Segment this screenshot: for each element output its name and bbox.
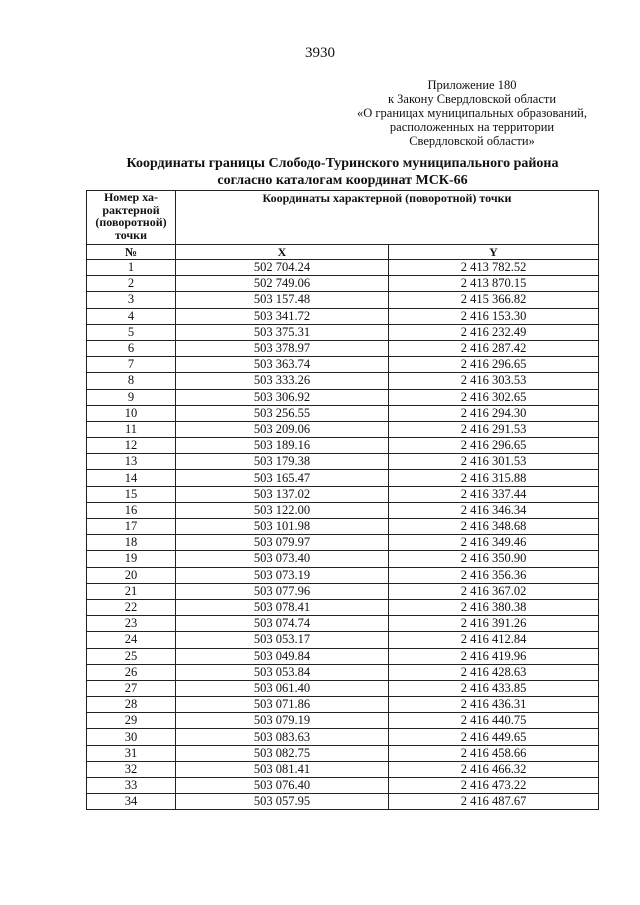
table-subheader-row (87, 245, 599, 260)
table-row (87, 389, 599, 405)
cell-x: 503 053.17 (176, 632, 389, 648)
cell-point-number: 8 (87, 373, 176, 389)
cell-y: 2 416 466.32 (389, 761, 599, 777)
cell-y: 2 416 436.31 (389, 697, 599, 713)
cell-y: 2 416 153.30 (389, 308, 599, 324)
table-row (87, 454, 599, 470)
table-row (87, 616, 599, 632)
table-header-row (87, 191, 599, 245)
appendix-line: Свердловской области» (409, 134, 535, 148)
cell-x: 503 256.55 (176, 405, 389, 421)
table-row (87, 470, 599, 486)
cell-x: 503 137.02 (176, 486, 389, 502)
cell-y: 2 416 419.96 (389, 648, 599, 664)
table-row (87, 486, 599, 502)
column-number: № (87, 245, 176, 260)
cell-x: 502 749.06 (176, 276, 389, 292)
column-x: X (176, 245, 389, 260)
cell-point-number: 17 (87, 519, 176, 535)
cell-point-number: 4 (87, 308, 176, 324)
cell-point-number: 11 (87, 421, 176, 437)
cell-x: 503 057.95 (176, 794, 389, 810)
cell-y: 2 416 287.42 (389, 340, 599, 356)
cell-y: 2 416 315.88 (389, 470, 599, 486)
cell-x: 503 101.98 (176, 519, 389, 535)
appendix-note (357, 78, 587, 148)
cell-y: 2 415 366.82 (389, 292, 599, 308)
cell-point-number: 29 (87, 713, 176, 729)
cell-point-number: 19 (87, 551, 176, 567)
cell-point-number: 1 (87, 260, 176, 276)
cell-x: 503 306.92 (176, 389, 389, 405)
table-row (87, 551, 599, 567)
cell-y: 2 416 367.02 (389, 583, 599, 599)
table-row (87, 373, 599, 389)
cell-y: 2 416 296.65 (389, 438, 599, 454)
cell-y: 2 416 380.38 (389, 599, 599, 615)
cell-point-number: 34 (87, 794, 176, 810)
cell-x: 503 165.47 (176, 470, 389, 486)
table-row (87, 761, 599, 777)
cell-point-number: 33 (87, 778, 176, 794)
cell-x: 503 363.74 (176, 357, 389, 373)
cell-y: 2 416 296.65 (389, 357, 599, 373)
cell-point-number: 13 (87, 454, 176, 470)
cell-y: 2 416 346.34 (389, 502, 599, 518)
table-row (87, 421, 599, 437)
cell-y: 2 416 487.67 (389, 794, 599, 810)
cell-point-number: 7 (87, 357, 176, 373)
cell-x: 503 079.19 (176, 713, 389, 729)
cell-y: 2 416 433.85 (389, 680, 599, 696)
table-row (87, 713, 599, 729)
cell-x: 503 209.06 (176, 421, 389, 437)
cell-x: 503 081.41 (176, 761, 389, 777)
table-row (87, 729, 599, 745)
cell-x: 503 083.63 (176, 729, 389, 745)
cell-y: 2 416 449.65 (389, 729, 599, 745)
cell-y: 2 416 440.75 (389, 713, 599, 729)
cell-point-number: 26 (87, 664, 176, 680)
table-row (87, 745, 599, 761)
appendix-line: «О границах муниципальных образований, (357, 106, 587, 120)
cell-x: 503 071.86 (176, 697, 389, 713)
cell-point-number: 27 (87, 680, 176, 696)
cell-point-number: 24 (87, 632, 176, 648)
cell-y: 2 416 337.44 (389, 486, 599, 502)
table-row (87, 697, 599, 713)
cell-point-number: 5 (87, 324, 176, 340)
cell-point-number: 28 (87, 697, 176, 713)
cell-point-number: 30 (87, 729, 176, 745)
cell-x: 503 341.72 (176, 308, 389, 324)
appendix-line: Приложение 180 (427, 78, 517, 92)
cell-x: 503 122.00 (176, 502, 389, 518)
cell-y: 2 416 473.22 (389, 778, 599, 794)
cell-x: 503 157.48 (176, 292, 389, 308)
table-row (87, 778, 599, 794)
cell-y: 2 416 356.36 (389, 567, 599, 583)
table-row (87, 405, 599, 421)
cell-x: 503 079.97 (176, 535, 389, 551)
table-row (87, 583, 599, 599)
table-row (87, 276, 599, 292)
title-line: согласно каталогам координат МСК-66 (217, 173, 468, 188)
cell-point-number: 6 (87, 340, 176, 356)
table-row (87, 794, 599, 810)
table-row (87, 632, 599, 648)
table-row (87, 648, 599, 664)
cell-point-number: 22 (87, 599, 176, 615)
table-row (87, 357, 599, 373)
cell-x: 503 378.97 (176, 340, 389, 356)
cell-point-number: 9 (87, 389, 176, 405)
table-row (87, 599, 599, 615)
coordinates-table (86, 190, 599, 810)
page-number: 3930 (305, 45, 335, 61)
table-row (87, 664, 599, 680)
cell-point-number: 16 (87, 502, 176, 518)
cell-y: 2 416 350.90 (389, 551, 599, 567)
table-row (87, 680, 599, 696)
table-row (87, 308, 599, 324)
cell-x: 503 053.84 (176, 664, 389, 680)
cell-point-number: 15 (87, 486, 176, 502)
cell-x: 503 073.40 (176, 551, 389, 567)
cell-y: 2 416 294.30 (389, 405, 599, 421)
document-title (85, 155, 600, 189)
cell-y: 2 416 391.26 (389, 616, 599, 632)
table-row (87, 292, 599, 308)
cell-point-number: 2 (87, 276, 176, 292)
cell-y: 2 416 301.53 (389, 454, 599, 470)
column-y: Y (389, 245, 599, 260)
cell-x: 503 077.96 (176, 583, 389, 599)
cell-point-number: 12 (87, 438, 176, 454)
cell-x: 503 061.40 (176, 680, 389, 696)
appendix-line: к Закону Свердловской области (387, 92, 557, 106)
cell-point-number: 20 (87, 567, 176, 583)
cell-point-number: 31 (87, 745, 176, 761)
cell-y: 2 416 303.53 (389, 373, 599, 389)
cell-point-number: 10 (87, 405, 176, 421)
cell-y: 2 416 291.53 (389, 421, 599, 437)
cell-y: 2 416 232.49 (389, 324, 599, 340)
title-line: Координаты границы Слободо-Туринского муниципального района (126, 156, 559, 171)
appendix-line: расположенных на территории (389, 120, 555, 134)
table-row (87, 340, 599, 356)
table-row (87, 438, 599, 454)
table-row (87, 519, 599, 535)
cell-x: 503 073.19 (176, 567, 389, 583)
cell-y: 2 416 428.63 (389, 664, 599, 680)
cell-y: 2 416 349.46 (389, 535, 599, 551)
cell-x: 503 082.75 (176, 745, 389, 761)
cell-y: 2 416 348.68 (389, 519, 599, 535)
table-row (87, 567, 599, 583)
cell-x: 502 704.24 (176, 260, 389, 276)
cell-x: 503 375.31 (176, 324, 389, 340)
cell-x: 503 189.16 (176, 438, 389, 454)
cell-x: 503 074.74 (176, 616, 389, 632)
cell-y: 2 416 302.65 (389, 389, 599, 405)
cell-point-number: 23 (87, 616, 176, 632)
cell-x: 503 078.41 (176, 599, 389, 615)
table-row (87, 260, 599, 276)
cell-point-number: 25 (87, 648, 176, 664)
cell-y: 2 413 870.15 (389, 276, 599, 292)
cell-point-number: 14 (87, 470, 176, 486)
cell-x: 503 179.38 (176, 454, 389, 470)
header-coordinates: Координаты характерной (поворотной) точки (176, 191, 599, 245)
header-point-number: Номер ха-рактерной (поворотной) точки (87, 191, 176, 245)
cell-x: 503 076.40 (176, 778, 389, 794)
cell-point-number: 32 (87, 761, 176, 777)
cell-x: 503 333.26 (176, 373, 389, 389)
table-row (87, 502, 599, 518)
cell-y: 2 413 782.52 (389, 260, 599, 276)
table-row (87, 535, 599, 551)
cell-x: 503 049.84 (176, 648, 389, 664)
cell-point-number: 3 (87, 292, 176, 308)
cell-point-number: 18 (87, 535, 176, 551)
cell-point-number: 21 (87, 583, 176, 599)
table-row (87, 324, 599, 340)
cell-y: 2 416 412.84 (389, 632, 599, 648)
cell-y: 2 416 458.66 (389, 745, 599, 761)
